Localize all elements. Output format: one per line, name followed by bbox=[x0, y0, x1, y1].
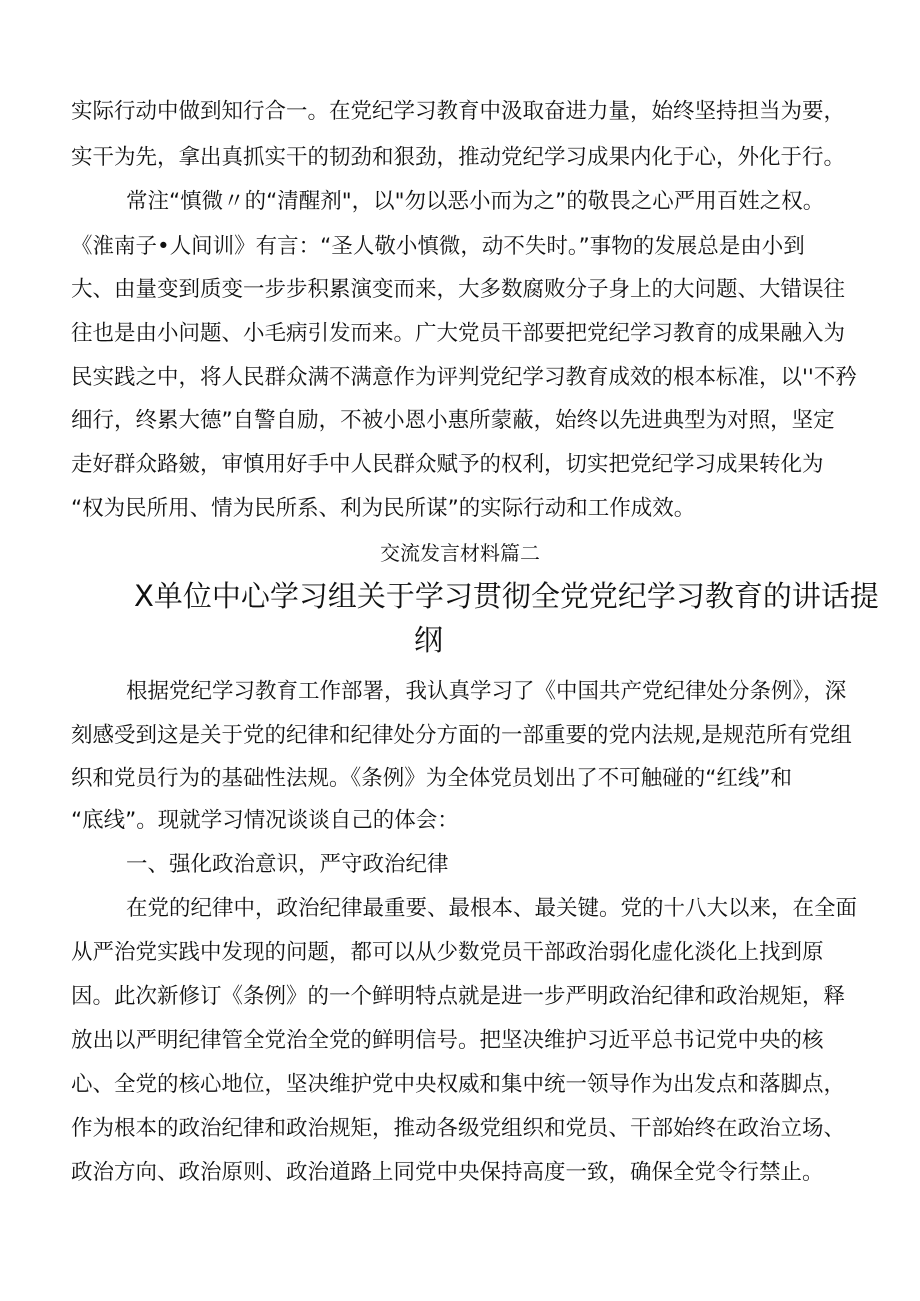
body-text-line: 刻感受到这是关于党的纪律和纪律处分方面的一部重要的党内法规,是规范所有党组 bbox=[71, 723, 852, 748]
body-text-line: “底线”。现就学习情况谈谈自己的体会： bbox=[71, 808, 459, 833]
body-text-line: 心、全党的核心地位，坚决维护党中央权威和集中统一领导作为出发点和落脚点， bbox=[71, 1072, 846, 1097]
body-text-line: 《淮南子•人间训》有言：“圣人敬小慎微，动不失时。”事物的发展总是由小到 bbox=[71, 234, 805, 259]
point-heading: 一、强化政治意识，严守政治纪律 bbox=[126, 852, 449, 877]
body-text-line: 实干为先，拿出真抓实干的韧劲和狠劲，推动党纪学习成果内化于心，外化于行。 bbox=[71, 145, 846, 170]
section-heading: 交流发言材料篇二 bbox=[380, 541, 540, 565]
body-text-line: 大、由量变到质变一步步积累演变而来，大多数腐败分子身上的大问题、大错误往 bbox=[71, 277, 846, 302]
body-text-line: 常注“慎微〃的“清醒剂"，以"勿以恶小而为之”的敬畏之心严用百姓之权。 bbox=[126, 189, 825, 214]
body-text-line: 往也是由小问题、小毛病引发而来。广大党员干部要把党纪学习教育的成果融入为 bbox=[71, 321, 846, 346]
body-text-line: 作为根本的政治纪律和政治规矩，推动各级党组织和党员、干部始终在政治立场、 bbox=[71, 1116, 846, 1141]
document-title-continued: 纲 bbox=[414, 623, 444, 657]
body-text-line: “权为民所用、情为民所系、利为民所谋”的实际行动和工作成效。 bbox=[71, 496, 696, 521]
body-text-line: 放出以严明纪律管全党治全党的鲜明信号。把坚决维护习近平总书记党中央的核 bbox=[71, 1028, 824, 1053]
body-text-line: 织和党员行为的基础性法规。《条例》为全体党员划出了不可触碰的“红线”和 bbox=[71, 766, 793, 791]
body-text-line: 民实践之中，将人民群众满不满意作为评判党纪学习教育成效的根本标准，以''不矜 bbox=[71, 365, 857, 390]
body-text-line: 从严治党实践中发现的问题，都可以从少数党员干部政治弱化虚化淡化上找到原 bbox=[71, 940, 824, 965]
body-text-line: 走好群众路皴，审慎用好手中人民群众赋予的权利，切实把党纪学习成果转化为 bbox=[71, 452, 824, 477]
body-text-line: 政治方向、政治原则、政治道路上同党中央保持高度一致，确保全党令行禁止。 bbox=[71, 1160, 824, 1185]
body-text-line: 实际行动中做到知行合一。在党纪学习教育中汲取奋进力量，始终坚持担当为要， bbox=[71, 99, 846, 124]
document-title: X单位中心学习组关于学习贯彻全党党纪学习教育的讲话提 bbox=[134, 579, 879, 613]
body-text-line: 在党的纪律中，政治纪律最重要、最根本、最关键。党的十八大以来，在全面 bbox=[126, 896, 858, 921]
body-text-line: 根据党纪学习教育工作部署，我认真学习了《中国共产党纪律处分条例》，深 bbox=[126, 679, 847, 704]
body-text-line: 细行，终累大德”自警自励，不被小恩小惠所蒙蔽，始终以先进典型为对照，坚定 bbox=[71, 408, 835, 433]
body-text-line: 因。此次新修订《条例》的一个鲜明特点就是进一步严明政治纪律和政治规矩，释 bbox=[71, 984, 846, 1009]
